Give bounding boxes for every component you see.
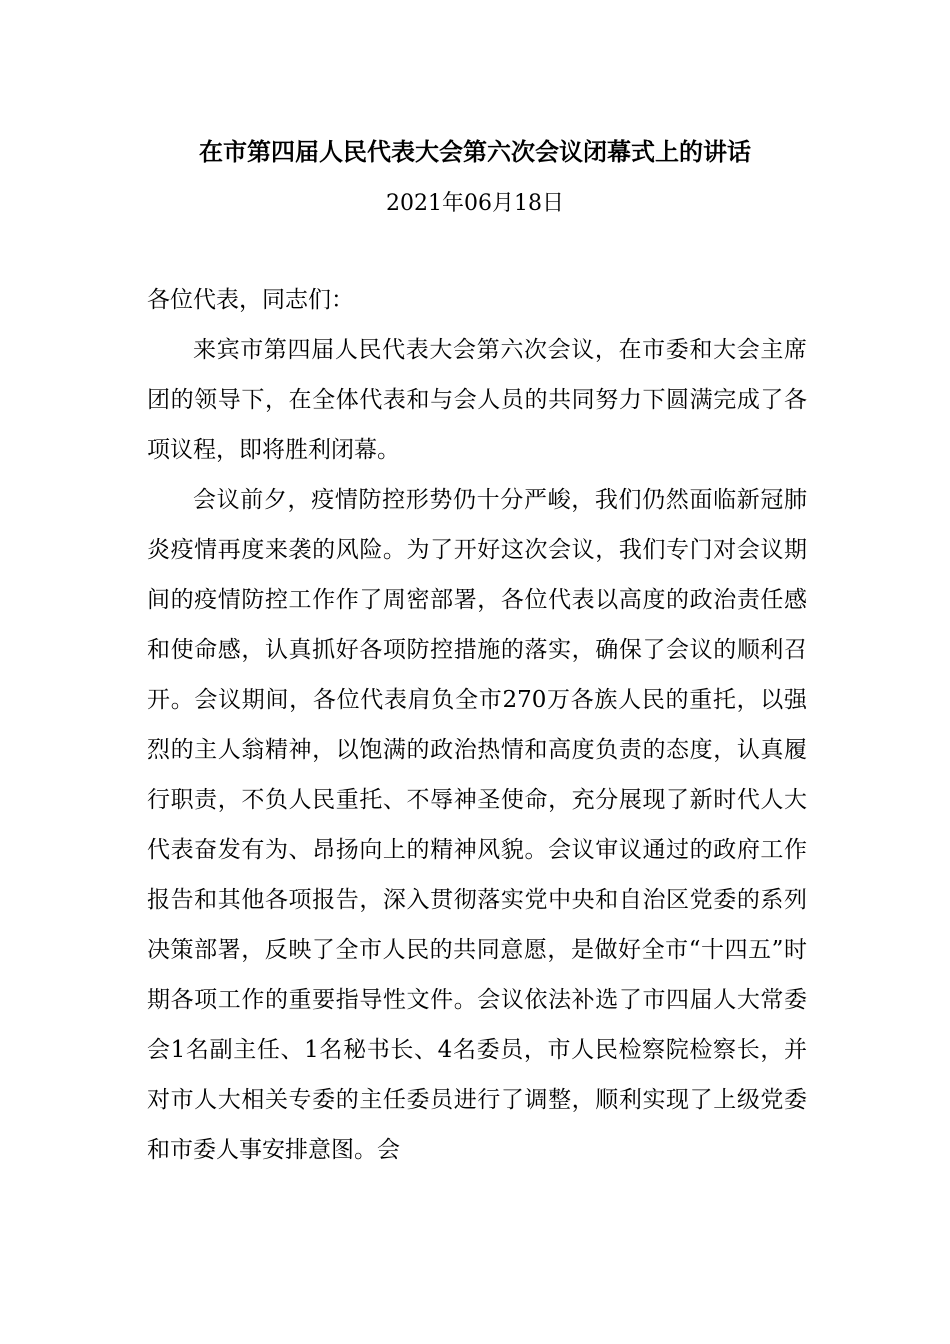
paragraph-1: 来宾市第四届人民代表大会第六次会议，在市委和大会主席团的领导下，在全体代表和与会人员的共同努力下圆满完成了各项议程，即将胜利闭幕。 — [147, 337, 807, 463]
salutation: 各位代表，同志们： — [147, 287, 354, 313]
document-date: 2021年06月18日 — [386, 191, 564, 216]
paragraph-2: 会议前夕，疫情防控形势仍十分严峻，我们仍然面临新冠肺炎疫情再度来袭的风险。为了开好这次会议，我们专门对会议期间的疫情防控工作作了周密部署，各位代表以高度的政治责任感和使命感，认真抓好各项防控措施的落实，确保了会议的顺利召开。会议期间，各位代表肩负全市270万各族人民的重托，以强烈的主人翁精神，以饱满的政治热情和高度负责的态度，认真履行职责，不负人民重托、不辱神圣使命，充分展现了新时代人大代表奋发有为、昂扬向上的精神风貌。会议审议通过的政府工作报告和其他各项报告，深入贯彻落实党中央和自治区党委的系列决策部署，反映了全市人民的共同意愿，是做好全市“十四五”时期各项工作的重要指导性文件。会议依法补选了市四届人大常委会1名副主任、1名秘书长、4名委员，市人民检察院检察长，并对市人大相关专委的主任委员进行了调整，顺利实现了上级党委和市委人事安排意图。会 — [147, 487, 807, 1163]
document-title: 在市第四届人民代表大会第六次会议闭幕式上的讲话 — [199, 137, 751, 166]
document-body — [147, 275, 807, 1175]
